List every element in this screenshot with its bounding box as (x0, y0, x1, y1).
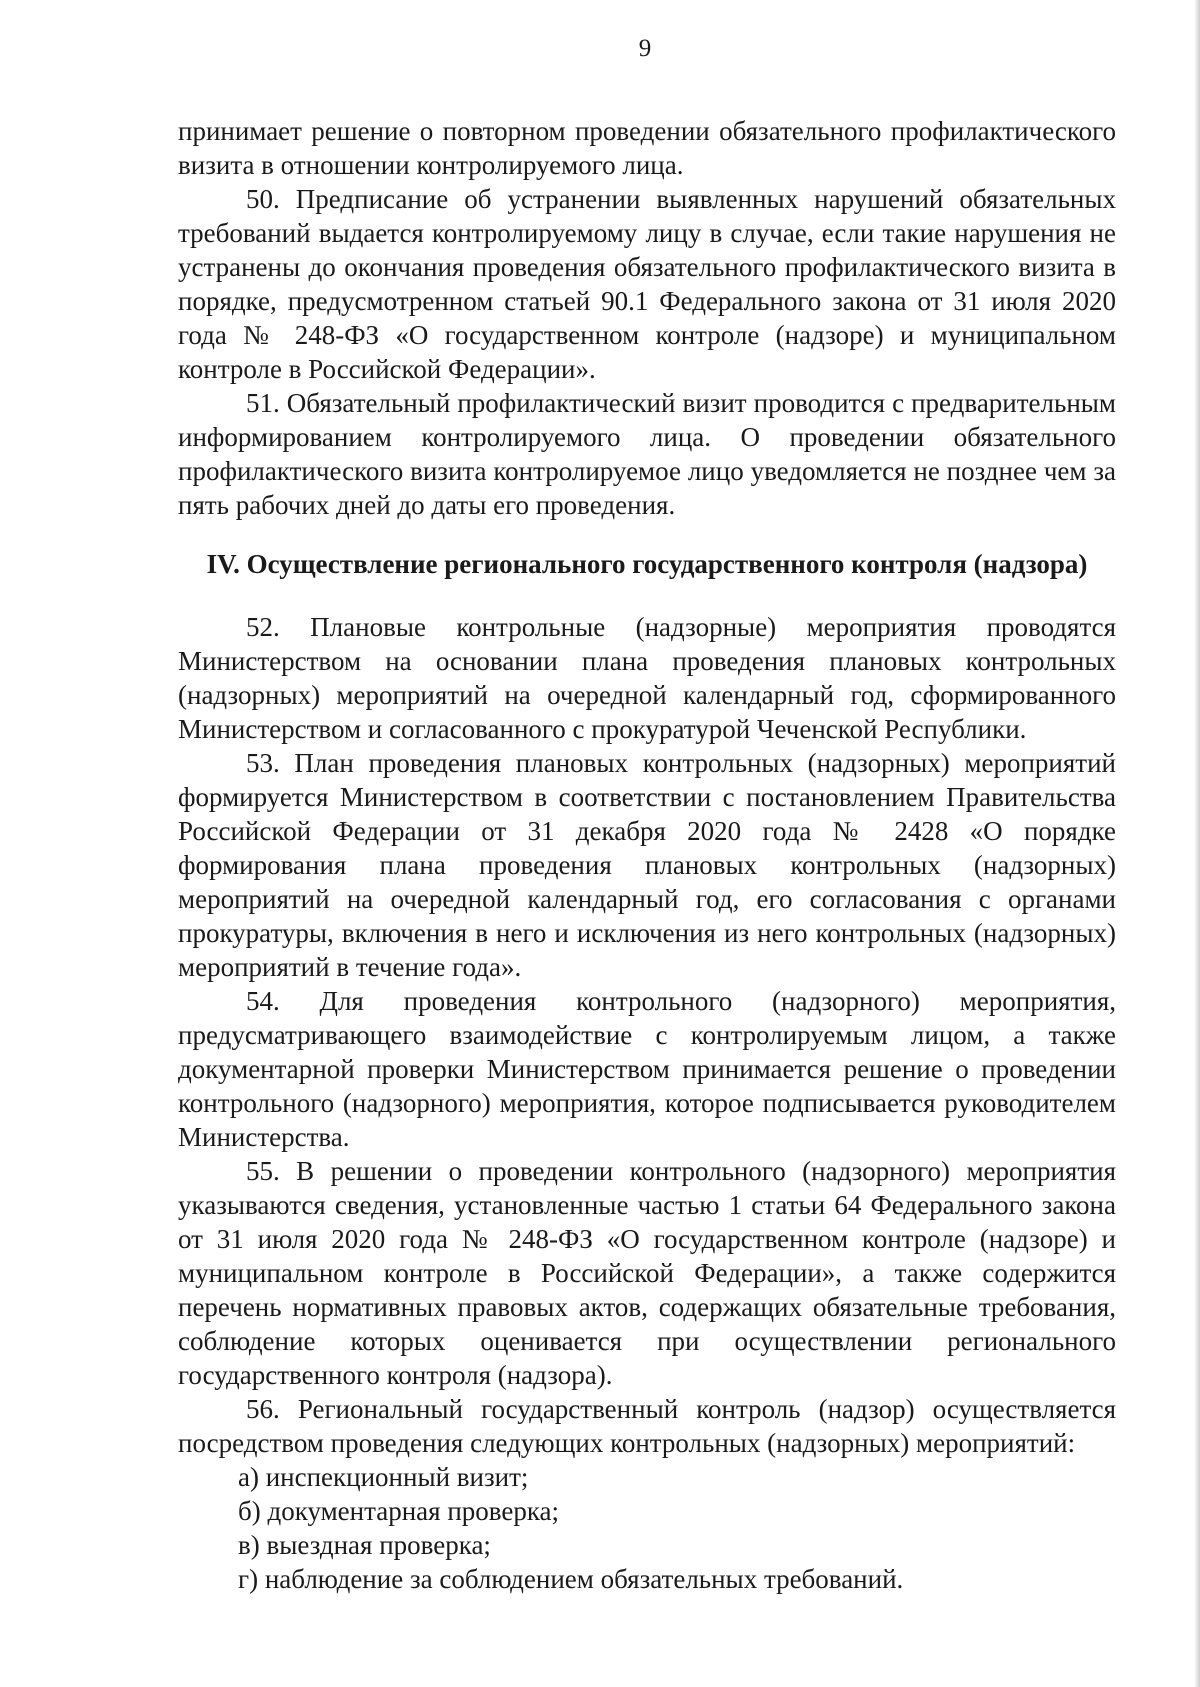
paragraph-56: 56. Региональный государственный контроль (надзор) осуществляется посредством проведения следующих контрольных (надзорных) мероприятий: (178, 1394, 1116, 1458)
paragraph-53: 53. План проведения плановых контрольных (надзорных) мероприятий формируется Министерством в соответствии с постановлением Правительства Российской Федерации от 31 декабря 2020 года № 2428 «О порядке формирования плана проведения плановых контрольных (надзорных) мероприятий на очередной календарный год, его согласования с органами прокуратуры, включения в него и исключения из него контрольных (надзорных) мероприятий в течение года». (178, 748, 1116, 982)
page-edge-shadow (1194, 0, 1200, 1687)
document-body (178, 114, 1116, 1596)
paragraph-54: 54. Для проведения контрольного (надзорного) мероприятия, предусматривающего взаимодействие с контролируемым лицом, а также документарной проверки Министерством принимается решение о проведении контрольного (надзорного) мероприятия, которое подписывается руководителем Министерства. (178, 986, 1116, 1152)
paragraph-55: 55. В решении о проведении контрольного (надзорного) мероприятия указываются сведения, установленные частью 1 статьи 64 Федерального закона от 31 июля 2020 года № 248-ФЗ «О государственном контроле (надзоре) и муниципальном контроле в Российской Федерации», а также содержится перечень нормативных правовых актов, содержащих обязательные требования, соблюдение которых оценивается при осуществлении регионального государственного контроля (надзора). (178, 1156, 1116, 1390)
section-heading: IV. Осуществление регионального государственного контроля (надзора) (206, 549, 1088, 579)
paragraph-50: 50. Предписание об устранении выявленных нарушений обязательных требований выдается контролируемому лицу в случае, если такие нарушения не устранены до окончания проведения обязательного профилактического визита в порядке, предусмотренном статьей 90.1 Федерального закона от 31 июля 2020 года № 248-ФЗ «О государственном контроле (надзоре) и муниципальном контроле в Российской Федерации». (178, 184, 1116, 384)
list-item: в) выездная проверка; (238, 1530, 491, 1560)
list-item: б) документарная проверка; (238, 1496, 560, 1526)
paragraph-continuation: принимает решение о повторном проведении обязательного профилактического визита в отношении контролируемого лица. (178, 116, 1116, 180)
list-item: а) инспекционный визит; (238, 1462, 529, 1492)
measures-list (178, 1460, 1116, 1596)
paragraph-51: 51. Обязательный профилактический визит проводится с предварительным информированием контролируемого лица. О проведении обязательного профилактического визита контролируемое лицо уведомляется не позднее чем за пять рабочих дней до даты его проведения. (178, 388, 1116, 520)
paragraph-52: 52. Плановые контрольные (надзорные) мероприятия проводятся Министерством на основании плана проведения плановых контрольных (надзорных) мероприятий на очередной календарный год, сформированного Министерством и согласованного с прокуратурой Чеченской Республики. (178, 612, 1116, 744)
page-number: 9 (638, 35, 652, 62)
list-item: г) наблюдение за соблюдением обязательных требований. (238, 1564, 904, 1594)
